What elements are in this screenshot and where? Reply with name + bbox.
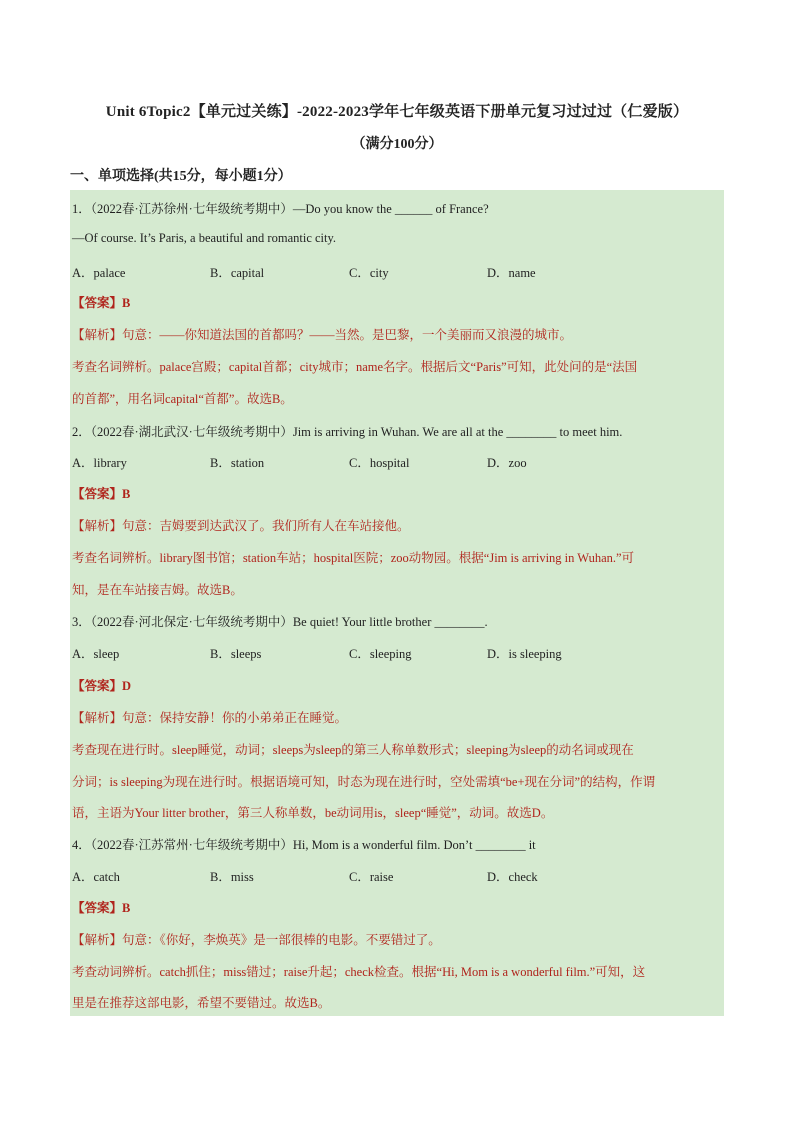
question-2-option-b: B．station	[210, 456, 265, 470]
question-1-stem-line2: —Of course. It’s Paris, a beautiful and romantic city.	[72, 231, 337, 245]
question-4-stem: 4．（2022春·江苏常州·七年级统考期中）Hi, Mom is a wonderful film. Don’t ________ it	[72, 838, 536, 852]
question-4-analysis: 【解析】句意：《你好，李焕英》是一部很棒的电影。不要错过了。	[72, 933, 441, 947]
question-1-option-d: D．name	[487, 266, 536, 280]
question-4-option-d: D．check	[487, 870, 538, 884]
question-1-stem: 1．（2022春·江苏徐州·七年级统考期中）—Do you know the ______ of France?	[72, 202, 489, 216]
question-2-explanation-line2: 知，是在车站接吉姆。故选B。	[72, 583, 243, 597]
question-3-explanation-line2: 分词；is sleeping为现在进行时。根据语境可知，时态为现在进行时，空处需填“be+现在分词”的结构，作谓	[72, 775, 656, 789]
question-1-explanation-line2: 的首都”，用名词capital“首都”。故选B。	[72, 392, 293, 406]
question-3-option-b: B．sleeps	[210, 647, 262, 661]
question-2-stem: 2．（2022春·湖北武汉·七年级统考期中）Jim is arriving in Wuhan. We are all at the ________ to meet him.	[72, 425, 623, 439]
question-4-option-b: B．miss	[210, 870, 254, 884]
question-4-answer: 【答案】B	[72, 901, 131, 915]
question-4-explanation-line1: 考查动词辨析。catch抓住；miss错过；raise升起；check检查。根据“Hi, Mom is a wonderful film.”可知，这	[72, 965, 646, 979]
section-title: 一、单项选择(共15分，每小题1分）	[70, 169, 292, 184]
question-2-answer: 【答案】B	[72, 487, 131, 501]
question-2-option-a: A．library	[72, 456, 127, 470]
question-panel	[70, 190, 724, 1016]
question-1-analysis: 【解析】句意：——你知道法国的首都吗？——当然。是巴黎，一个美丽而又浪漫的城市。	[72, 328, 573, 342]
question-3-explanation-line1: 考查现在进行时。sleep睡觉，动词；sleeps为sleep的第三人称单数形式；sleeping为sleep的动名词或现在	[72, 743, 634, 757]
question-2-analysis: 【解析】句意：吉姆要到达武汉了。我们所有人在车站接他。	[72, 519, 410, 533]
question-3-stem: 3．（2022春·河北保定·七年级统考期中）Be quiet! Your little brother ________.	[72, 615, 488, 629]
question-3-analysis: 【解析】句意：保持安静！你的小弟弟正在睡觉。	[72, 711, 348, 725]
question-3-option-a: A．sleep	[72, 647, 120, 661]
question-3-option-d: D．is sleeping	[487, 647, 562, 661]
question-3-answer: 【答案】D	[72, 679, 132, 693]
question-1-option-a: A．palace	[72, 266, 126, 280]
document-subtitle: （满分100分）	[351, 137, 443, 152]
question-2-option-c: C．hospital	[349, 456, 410, 470]
question-2-explanation-line1: 考查名词辨析。library图书馆；station车站；hospital医院；zoo动物园。根据“Jim is arriving in Wuhan.”可	[72, 551, 635, 565]
question-4-option-a: A．catch	[72, 870, 120, 884]
question-3-explanation-line3: 语，主语为Your litter brother，第三人称单数，be动词用is，sleep“睡觉”，动词。故选D。	[72, 806, 554, 820]
question-4-explanation-line2: 里是在推荐这部电影，希望不要错过。故选B。	[72, 996, 331, 1010]
question-1-answer: 【答案】B	[72, 296, 131, 310]
question-1-option-c: C．city	[349, 266, 389, 280]
document-title: Unit 6Topic2【单元过关练】-2022-2023学年七年级英语下册单元复习过过过（仁爱版）	[105, 104, 689, 120]
question-1-option-b: B．capital	[210, 266, 265, 280]
question-1-explanation-line1: 考查名词辨析。palace宫殿；capital首都；city城市；name名字。根据后文“Paris”可知，此处问的是“法国	[72, 360, 638, 374]
question-3-option-c: C．sleeping	[349, 647, 412, 661]
question-4-option-c: C．raise	[349, 870, 394, 884]
question-2-option-d: D．zoo	[487, 456, 527, 470]
